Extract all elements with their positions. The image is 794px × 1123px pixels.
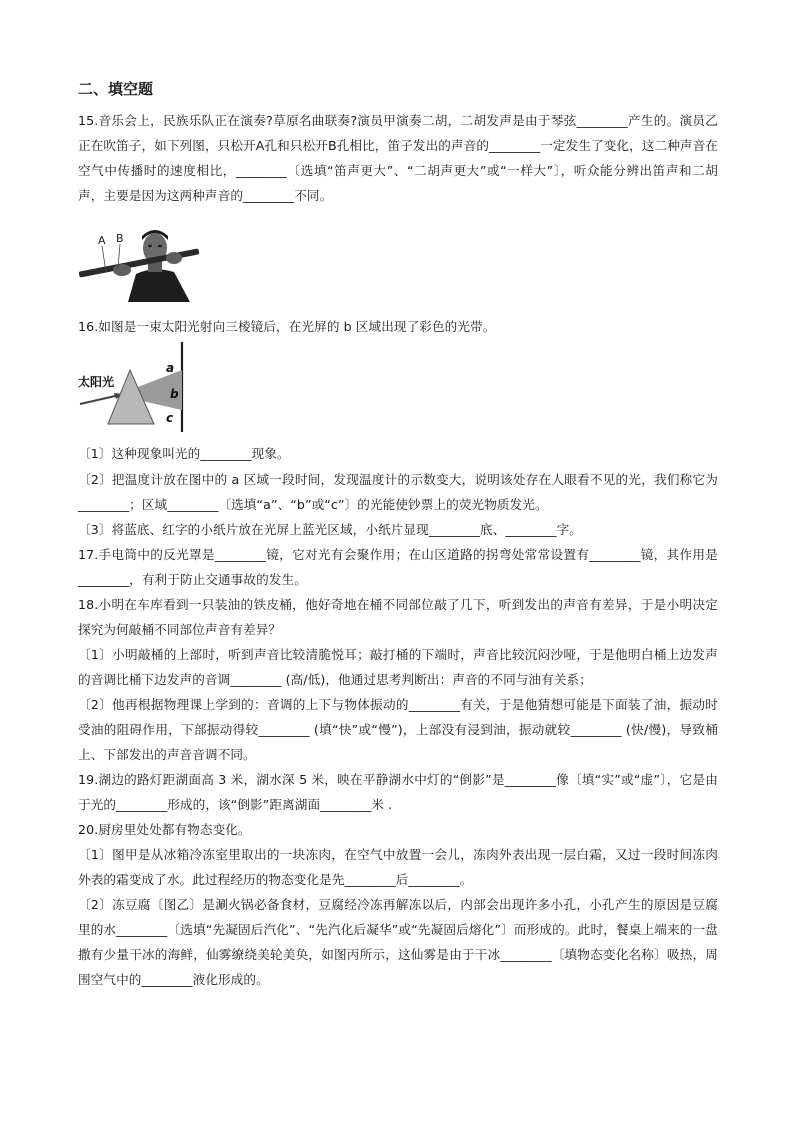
region-a-label: a <box>166 361 175 375</box>
hole-a-label: A <box>98 234 106 247</box>
prism-diagram <box>78 340 188 434</box>
question-20-part-2: 〔2〕冻豆腐〔图乙〕是涮火锅必备食材，豆腐经冷冻再解冻以后，内部会出现许多小孔，小孔产生的原因是豆腐里的水________〔选填“先凝固后汽化”、“先汽化后凝华”或“先凝固后熔化”〕而形成的。此时，餐桌上端来的一盘撒有少量干冰的海鲜，仙雾缭绕美轮美奂，如图丙所示，这仙雾是由于干冰________〔填物态变化名称〕吸热，周围空气中的________液化形成的。 <box>78 897 718 987</box>
question-19: 19.湖边的路灯距湖面高 3 米，湖水深 5 米，映在平静湖水中灯的“倒影”是________像〔填“实”或“虚”〕，它是由于光的________形成的，该“倒影”距离湖面________米 . <box>78 772 718 812</box>
question-18-part-1: 〔1〕小明敲桶的上部时，听到声音比较清脆悦耳；敲打桶的下端时，声音比较沉闷沙哑，于是他明白桶上边发声的音调比桶下边发声的音调________ (高/低)，他通过思考判断出：声音的不同与油有关系； <box>78 647 718 687</box>
hole-b-label: B <box>116 232 124 245</box>
flute-player-photo <box>78 222 204 302</box>
question-20-intro: 20.厨房里处处都有物态变化。 <box>78 822 251 837</box>
question-20-part-1: 〔1〕图甲是从冰箱冷冻室里取出的一块冻肉，在空气中放置一会儿，冻肉外表出现一层白霜，又过一段时间冻肉外表的霜变成了水。此过程经历的物态变化是先________后________。 <box>78 847 718 887</box>
question-16-intro: 16.如图是一束太阳光射向三棱镜后，在光屏的 b 区域出现了彩色的光带。 <box>78 319 496 334</box>
sunlight-label: 太阳光 <box>78 375 115 389</box>
question-18-intro: 18.小明在车库看到一只装油的铁皮桶，他好奇地在桶不同部位敲了几下，听到发出的声音有差异，于是小明决定探究为何敲桶不同部位声音有差异？ <box>78 597 718 637</box>
section-title: 二、填空题 <box>78 80 154 98</box>
question-16-part-2: 〔2〕把温度计放在图中的 a 区域一段时间，发现温度计的示数变大，说明该处存在人眼看不见的光，我们称它为________；区域________〔选填“a”、“b”或“c”〕的光能使钞票上的荧光物质发光。 <box>78 472 718 512</box>
question-15: 15.音乐会上，民族乐队正在演奏?草原名曲联奏?演员甲演奏二胡，二胡发声是由于琴弦________产生的。演员乙正在吹笛子，如下列图，只松开A孔和只松开B孔相比，笛子发出的声音的________一定发生了变化，这二种声音在空气中传播时的速度相比，________〔选填“笛声更大”、“二胡声更大”或“一样大”〕，听众能分辨出笛声和二胡声，主要是因为这两种声音的________不同。 <box>78 113 718 203</box>
region-b-label: b <box>170 387 179 401</box>
question-16-part-1: 〔1〕这种现象叫光的________现象。 <box>78 446 290 461</box>
question-16-part-3: 〔3〕将蓝底、红字的小纸片放在光屏上蓝光区域，小纸片显现________底、________字。 <box>78 522 582 537</box>
question-18-part-2: 〔2〕他再根据物理课上学到的：音调的上下与物体振动的________有关，于是他猜想可能是下面装了油，振动时受油的阻碍作用，下部振动得较________ (填“快”或“慢”)，上部没有浸到油，振动就较________ (快/慢)，导致桶上、下部发出的声音音调不同。 <box>78 697 718 762</box>
region-c-label: c <box>166 411 174 425</box>
question-17: 17.手电筒中的反光罩是________镜，它对光有会聚作用；在山区道路的拐弯处常常设置有________镜，其作用是________，有利于防止交通事故的发生。 <box>78 547 718 587</box>
